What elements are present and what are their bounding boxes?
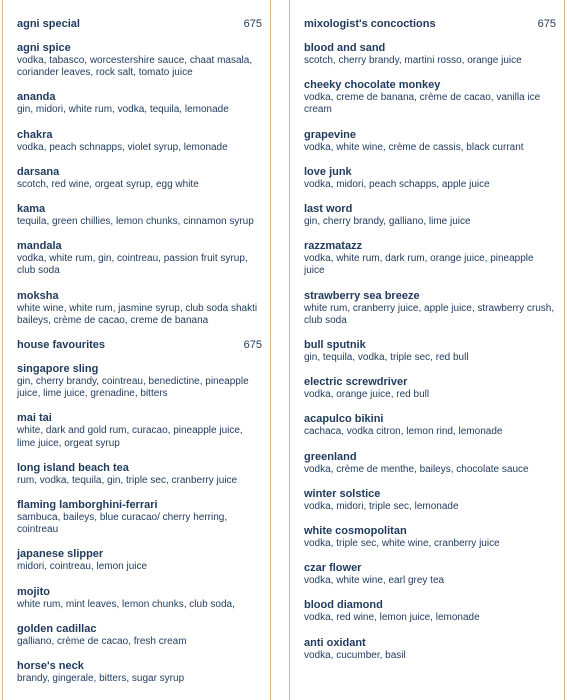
menu-item (304, 339, 556, 364)
section-header (17, 339, 262, 352)
item-ingredients: gin, midori, white rum, vodka, tequila, lemonade (17, 104, 229, 116)
item-ingredients: brandy, gingerale, bitters, sugar syrup (17, 673, 185, 685)
item-name: greenland (304, 450, 357, 463)
item-ingredients: vodka, crème de menthe, baileys, chocolate sauce (304, 463, 529, 475)
item-ingredients: scotch, cherry brandy, martini rosso, orange juice (304, 55, 522, 66)
item-ingredients: vodka, creme de banana, crème de cacao, vanilla ice cream (304, 92, 541, 116)
item-name: chakra (17, 128, 53, 141)
menu-item (17, 586, 262, 611)
item-ingredients: white rum, cranberry juice, apple juice, strawberry crush, club soda (304, 302, 555, 326)
item-ingredients: sambuca, baileys, blue curacao/ cherry herring, cointreau (17, 512, 228, 536)
menu-item (17, 129, 262, 154)
item-ingredients: vodka, midori, triple sec, lemonade (304, 500, 459, 512)
item-name: long island beach tea (17, 461, 129, 474)
item-name: mandala (17, 240, 62, 253)
item-ingredients: midori, cointreau, lemon juice (17, 561, 148, 573)
item-name: japanese slipper (17, 548, 104, 561)
menu-item (17, 203, 262, 228)
item-ingredients: vodka, triple sec, white wine, cranberry juice (304, 538, 500, 550)
item-name: bull sputnik (304, 339, 366, 352)
item-name: agni spice (17, 42, 71, 54)
menu-item (304, 562, 556, 587)
item-name: love junk (304, 165, 352, 178)
item-ingredients: white rum, mint leaves, lemon chunks, club soda, (17, 598, 235, 610)
menu-item (17, 363, 262, 400)
section-title: mixologist's concoctions (304, 18, 436, 30)
menu-item (304, 525, 556, 550)
item-name: czar flower (304, 562, 362, 575)
section-price: 675 (243, 339, 262, 352)
item-ingredients: vodka, white rum, gin, cointreau, passion fruit syrup, club soda (17, 253, 248, 277)
item-name: last word (304, 203, 353, 216)
menu-column-left (2, 0, 271, 700)
menu-item (17, 290, 262, 327)
item-name: cheeky chocolate monkey (304, 79, 441, 92)
item-name: acapulco bikini (304, 413, 384, 426)
item-name: mai tai (17, 412, 52, 425)
item-name: moksha (17, 289, 59, 302)
menu-item (304, 203, 556, 228)
item-name: anti oxidant (304, 636, 366, 649)
menu-item (17, 166, 262, 191)
item-ingredients: white wine, white rum, jasmine syrup, club soda shakti baileys, crème de cacao, creme de banana (17, 302, 258, 326)
item-name: grapevine (304, 128, 356, 141)
menu-item (304, 42, 556, 67)
item-name: darsana (17, 165, 60, 178)
section-price: 675 (537, 18, 556, 30)
item-ingredients: white, dark and gold rum, curacao, pineapple juice, lime juice, orgeat syrup (17, 425, 243, 449)
menu-item (17, 660, 262, 685)
item-name: strawberry sea breeze (304, 289, 420, 302)
section-header (304, 18, 556, 31)
section-header (17, 18, 262, 31)
item-name: mojito (17, 585, 50, 598)
item-name: horse's neck (17, 660, 84, 673)
item-ingredients: vodka, tabasco, worcestershire sauce, chaat masala, coriander leaves, rock salt, tomato juice (17, 55, 253, 79)
menu-item (304, 129, 556, 154)
menu-column-right (289, 0, 565, 700)
item-ingredients: vodka, red wine, lemon juice, lemonade (304, 612, 480, 624)
item-ingredients: gin, tequila, vodka, triple sec, red bull (304, 352, 469, 364)
item-ingredients: vodka, cucumber, basil (304, 649, 406, 661)
item-ingredients: rum, vodka, tequila, gin, triple sec, cranberry juice (17, 474, 238, 486)
menu-item (304, 376, 556, 401)
item-name: kama (17, 203, 46, 216)
section-title: agni special (17, 18, 80, 30)
item-ingredients: galliano, crème de cacao, fresh cream (17, 635, 187, 647)
item-name: blood and sand (304, 42, 386, 54)
item-name: singapore sling (17, 363, 99, 376)
menu-item (304, 637, 556, 662)
menu-column-right-content (304, 18, 556, 674)
menu-item (17, 91, 262, 116)
menu-item (17, 240, 262, 277)
item-ingredients: vodka, white wine, earl grey tea (304, 575, 445, 587)
menu-item (304, 240, 556, 277)
item-name: electric screwdriver (304, 376, 408, 389)
menu-item (304, 413, 556, 438)
item-name: ananda (17, 91, 56, 104)
item-name: golden cadillac (17, 622, 97, 635)
item-ingredients: vodka, white wine, crème de cassis, black currant (304, 141, 524, 153)
item-name: flaming lamborghini-ferrari (17, 499, 158, 512)
item-ingredients: gin, cherry brandy, galliano, lime juice (304, 216, 471, 228)
item-ingredients: scotch, red wine, orgeat syrup, egg white (17, 178, 199, 190)
section-title: house favourites (17, 339, 106, 352)
menu-item (17, 548, 262, 573)
item-ingredients: cachaca, vodka citron, lemon rind, lemonade (304, 426, 503, 438)
item-name: white cosmopolitan (304, 525, 407, 538)
item-name: blood diamond (304, 599, 383, 612)
menu-item (304, 599, 556, 624)
menu-item (304, 166, 556, 191)
item-ingredients: vodka, midori, peach schapps, apple juice (304, 178, 490, 190)
menu-item (17, 412, 262, 449)
item-ingredients: vodka, white rum, dark rum, orange juice, pineapple juice (304, 253, 534, 277)
menu-item (304, 290, 556, 327)
menu-column-left-content (17, 18, 262, 697)
item-name: winter solstice (304, 487, 381, 500)
menu-item (304, 79, 556, 116)
item-ingredients: vodka, peach schnapps, violet syrup, lemonade (17, 141, 228, 153)
menu-item (17, 623, 262, 648)
item-ingredients: vodka, orange juice, red bull (304, 389, 430, 401)
item-ingredients: gin, cherry brandy, cointreau, benedictine, pineapple juice, lime juice, grenadine, bitters (17, 376, 249, 400)
item-ingredients: tequila, green chillies, lemon chunks, cinnamon syrup (17, 216, 254, 228)
section-price: 675 (243, 18, 262, 30)
menu-item (17, 42, 262, 79)
menu-item (17, 462, 262, 487)
menu-item (304, 488, 556, 513)
item-name: razzmatazz (304, 240, 363, 253)
menu-item (17, 499, 262, 536)
menu-item (304, 451, 556, 476)
